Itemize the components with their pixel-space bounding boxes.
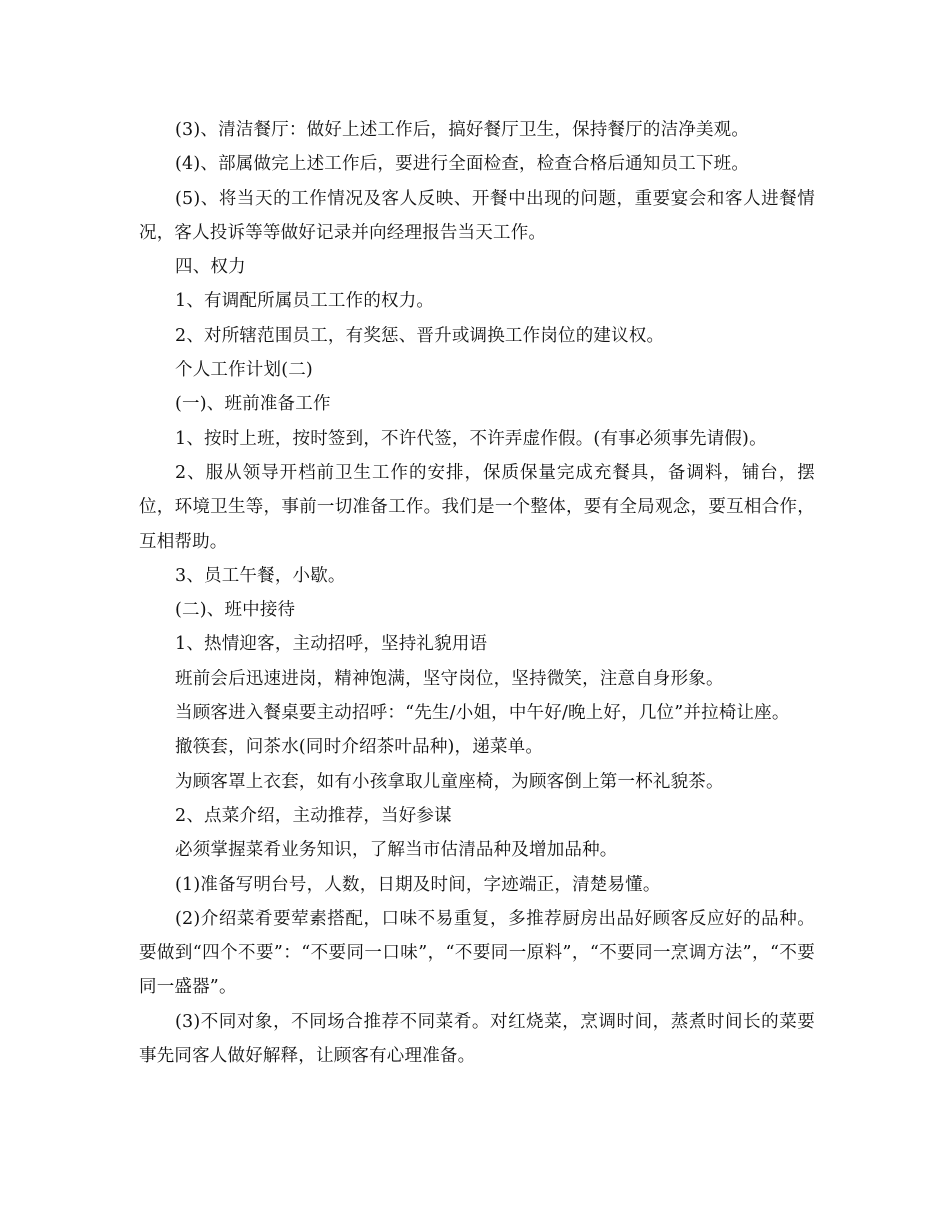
document-body [139, 113, 815, 1073]
paragraph-6: 2、对所辖范围员工，有奖惩、晋升或调换工作岗位的建议权。 [175, 325, 665, 346]
paragraph-17: 为顾客罩上衣套，如有小孩拿取儿童座椅，为顾客倒上第一杯礼貌茶。 [175, 771, 724, 792]
plan-title: 个人工作计划(二) [175, 360, 313, 381]
paragraph-10: 2、服从领导开档前卫生工作的安排，保质保量完成充餐具，备调料，铺台，摆位，环境卫生等，事前一切准备工作。我们是一个整体，要有全局观念，要互相合作，互相帮助。 [139, 462, 815, 552]
paragraph-18: 2、点菜介绍，主动推荐，当好参谋 [175, 805, 452, 826]
paragraph-1: (3)、清洁餐厅：做好上述工作后，搞好餐厅卫生，保持餐厅的洁净美观。 [175, 120, 750, 140]
paragraph-21: (2)介绍菜肴要荤素搭配，口味不易重复，多推荐厨房出品好顾客反应好的品种。要做到“四个不要”：“不要同一口味”，“不要同一原料”，“不要同一烹调方法”，“不要同一盛器”。 [139, 908, 815, 998]
paragraph-13: 1、热情迎客，主动招呼，坚持礼貌用语 [175, 634, 488, 655]
paragraph-19: 必须掌握菜肴业务知识，了解当市估清品种及增加品种。 [175, 840, 618, 861]
subsection-heading-reception: (二)、班中接待 [175, 600, 296, 621]
paragraph-15: 当顾客进入餐桌要主动招呼：“先生/小姐，中午好/晚上好，几位”并拉椅让座。 [175, 703, 790, 724]
paragraph-16: 撤筷套，问茶水(同时介绍茶叶品种)，递菜单。 [175, 737, 544, 758]
section-heading-power: 四、权力 [175, 257, 246, 278]
paragraph-11: 3、员工午餐，小歇。 [175, 565, 346, 586]
paragraph-5: 1、有调配所属员工工作的权力。 [175, 291, 435, 312]
subsection-heading-pre-shift: (一)、班前准备工作 [175, 394, 331, 415]
paragraph-2: (4)、部属做完上述工作后，要进行全面检查，检查合格后通知员工下班。 [175, 154, 750, 175]
paragraph-9: 1、按时上班，按时签到，不许代签，不许弄虚作假。(有事必须事先请假)。 [175, 428, 767, 449]
paragraph-20: (1)准备写明台号，人数，日期及时间，字迹端正，清楚易懂。 [175, 874, 661, 895]
paragraph-22: (3)不同对象，不同场合推荐不同菜肴。对红烧菜，烹调时间，蒸煮时间长的菜要事先同客人做好解释，让顾客有心理准备。 [139, 1011, 815, 1067]
paragraph-3: (5)、将当天的工作情况及客人反映、开餐中出现的问题，重要宴会和客人进餐情况，客人投诉等等做好记录并向经理报告当天工作。 [139, 188, 815, 243]
paragraph-14: 班前会后迅速进岗，精神饱满，坚守岗位，坚持微笑，注意自身形象。 [175, 668, 724, 689]
